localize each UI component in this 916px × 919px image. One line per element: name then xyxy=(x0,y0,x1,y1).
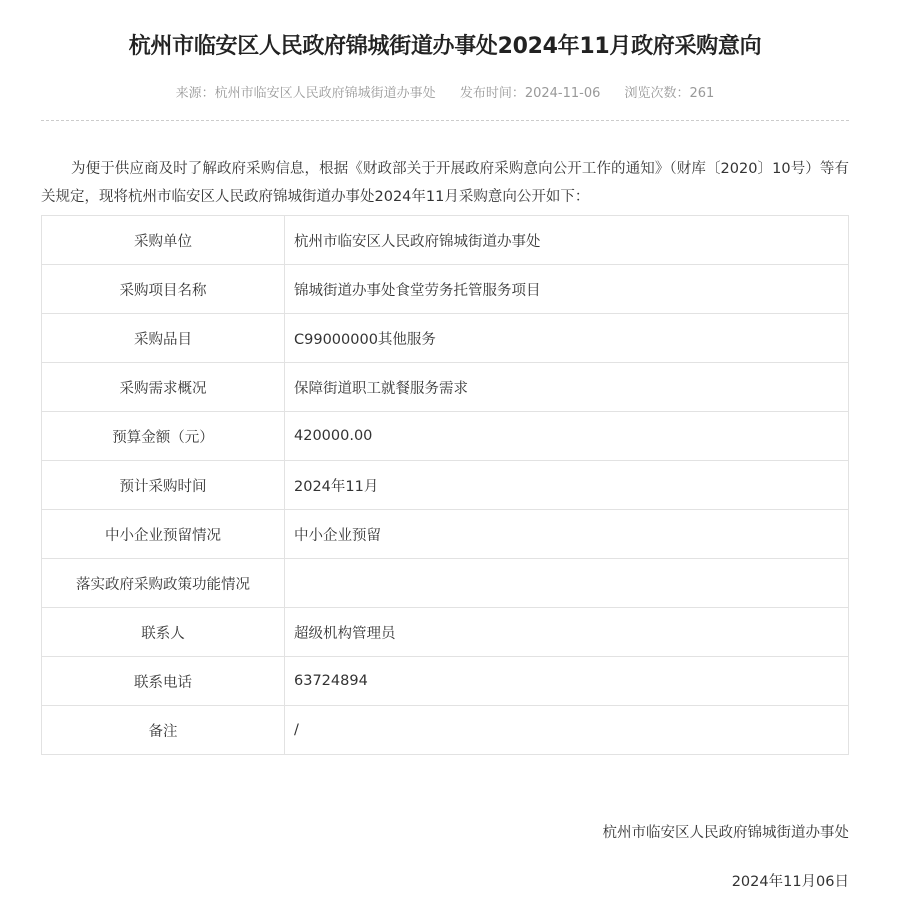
table-row xyxy=(42,216,849,265)
row-label: 落实政府采购政策功能情况 xyxy=(42,559,285,608)
table-row xyxy=(42,608,849,657)
table-row xyxy=(42,265,849,314)
table-row xyxy=(42,510,849,559)
row-value: 420000.00 xyxy=(285,412,849,461)
row-label: 采购品目 xyxy=(42,314,285,363)
page-title: 杭州市临安区人民政府锦城街道办事处2024年11月政府采购意向 xyxy=(128,34,762,59)
row-label: 中小企业预留情况 xyxy=(42,510,285,559)
row-label: 预算金额（元） xyxy=(42,412,285,461)
view-count-text: 浏览次数：261 xyxy=(624,86,715,101)
article-meta xyxy=(41,86,849,102)
article xyxy=(41,0,849,890)
row-value: 中小企业预留 xyxy=(285,510,849,559)
row-label: 联系人 xyxy=(42,608,285,657)
signature-date: 2024年11月06日 xyxy=(731,874,849,890)
divider xyxy=(41,120,849,121)
table-row xyxy=(42,412,849,461)
table-row xyxy=(42,314,849,363)
table-row xyxy=(42,461,849,510)
intro-paragraph: 为便于供应商及时了解政府采购信息，根据《财政部关于开展政府采购意向公开工作的通知》（财库〔2020〕10号）等有关规定，现将杭州市临安区人民政府锦城街道办事处2024年11月采购意向公开如下： xyxy=(41,161,849,205)
row-value: 超级机构管理员 xyxy=(285,608,849,657)
row-value: 保障街道职工就餐服务需求 xyxy=(285,363,849,412)
row-label: 预计采购时间 xyxy=(42,461,285,510)
table-row xyxy=(42,657,849,706)
table-row xyxy=(42,559,849,608)
row-value: 2024年11月 xyxy=(285,461,849,510)
row-value: C99000000其他服务 xyxy=(285,314,849,363)
publish-time-text: 发布时间：2024-11-06 xyxy=(459,86,601,101)
row-value: 锦城街道办事处食堂劳务托管服务项目 xyxy=(285,265,849,314)
table-row xyxy=(42,706,849,755)
row-label: 采购项目名称 xyxy=(42,265,285,314)
row-value: 杭州市临安区人民政府锦城街道办事处 xyxy=(285,216,849,265)
row-label: 备注 xyxy=(42,706,285,755)
signature-org: 杭州市临安区人民政府锦城街道办事处 xyxy=(602,825,849,841)
row-label: 采购需求概况 xyxy=(42,363,285,412)
row-value: / xyxy=(285,706,849,755)
row-label: 联系电话 xyxy=(42,657,285,706)
row-value: 63724894 xyxy=(285,657,849,706)
procurement-table xyxy=(41,215,849,755)
row-value xyxy=(285,559,849,608)
row-label: 采购单位 xyxy=(42,216,285,265)
table-row xyxy=(42,363,849,412)
source-text: 来源：杭州市临安区人民政府锦城街道办事处 xyxy=(175,86,436,101)
